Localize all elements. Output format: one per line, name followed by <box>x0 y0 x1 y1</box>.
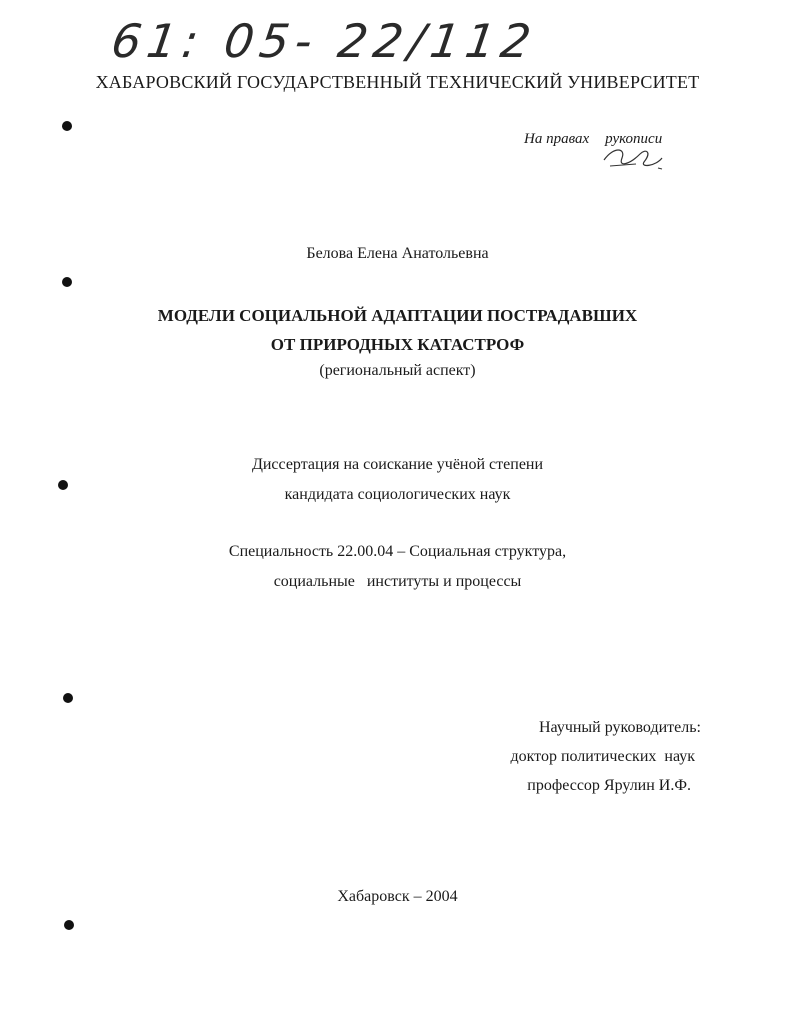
binding-hole-mark <box>58 480 68 490</box>
author-name: Белова Елена Анатольевна <box>306 245 489 262</box>
binding-hole-mark <box>64 920 74 930</box>
dissertation-subtitle: (региональный аспект) <box>319 362 476 379</box>
scientific-supervisor <box>510 713 701 800</box>
rights-text-part1: На правах <box>524 131 590 147</box>
handwritten-catalog-number: 61: 05- 22/112 <box>108 14 541 68</box>
supervisor-line-1: Научный руководитель: <box>538 719 701 736</box>
speciality-statement <box>0 537 795 597</box>
signature-scribble <box>600 140 670 174</box>
title-line-1: МОДЕЛИ СОЦИАЛЬНОЙ АДАПТАЦИИ ПОСТРАДАВШИХ <box>157 306 638 325</box>
university-name: ХАБАРОВСКИЙ ГОСУДАРСТВЕННЫЙ ТЕХНИЧЕСКИЙ УНИВЕРСИТЕТ <box>95 72 700 92</box>
speciality-line-1: Специальность 22.00.04 – Социальная структура, <box>228 543 567 560</box>
degree-line-2: кандидата социологических наук <box>284 486 511 503</box>
supervisor-line-3: профессор Ярулин И.Ф. <box>527 777 691 794</box>
binding-hole-mark <box>63 693 73 703</box>
title-line-2: ОТ ПРИРОДНЫХ КАТАСТРОФ <box>270 335 525 354</box>
speciality-line-2: социальные институты и процессы <box>273 573 522 590</box>
binding-hole-mark <box>62 277 72 287</box>
city-and-year: Хабаровск – 2004 <box>337 888 458 905</box>
rights-text-part2: рукописи <box>605 131 663 147</box>
dissertation-title <box>0 301 795 359</box>
supervisor-line-2: доктор политических наук <box>510 748 695 765</box>
degree-line-1: Диссертация на соискание учёной степени <box>251 456 544 473</box>
degree-statement <box>0 450 795 510</box>
binding-hole-mark <box>62 121 72 131</box>
